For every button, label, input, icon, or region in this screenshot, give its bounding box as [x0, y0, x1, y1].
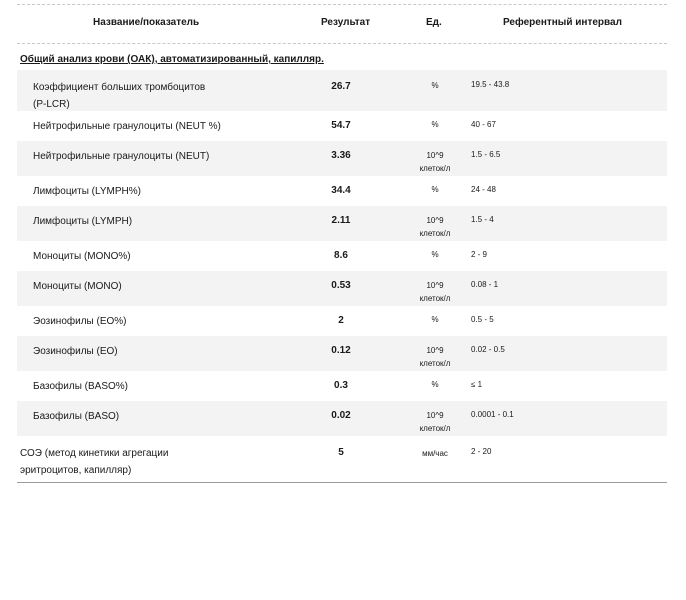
test-unit-line1: % — [431, 185, 439, 194]
test-reference: 40 - 67 — [471, 120, 496, 129]
test-unit-line1: 10^9 — [426, 216, 444, 225]
table-row — [17, 401, 667, 436]
table-row — [17, 336, 667, 371]
test-result: 34.4 — [331, 185, 351, 196]
test-name — [33, 248, 131, 265]
test-reference: 24 - 48 — [471, 185, 496, 194]
test-unit-line2: клеток/л — [419, 229, 451, 238]
test-name-line1: Лимфоциты (LYMPH) — [33, 216, 133, 227]
test-unit-line1: % — [431, 380, 439, 389]
test-reference: 2 - 9 — [471, 250, 488, 259]
test-name-line1: Моноциты (MONO%) — [33, 251, 131, 262]
test-reference: 0.02 - 0.5 — [471, 345, 505, 354]
test-name-line1: Базофилы (BASO) — [33, 411, 120, 422]
test-name-line1: Нейтрофильные гранулоциты (NEUT %) — [33, 121, 221, 132]
test-unit-line1: 10^9 — [426, 281, 444, 290]
test-unit-line2: клеток/л — [419, 424, 451, 433]
test-result: 0.02 — [331, 410, 351, 421]
table-row — [17, 141, 667, 176]
test-reference: 0.0001 - 0.1 — [471, 410, 514, 419]
test-name-line1: Эозинофилы (EO%) — [33, 316, 127, 327]
test-name — [33, 343, 118, 360]
test-unit — [415, 409, 455, 435]
test-name — [33, 148, 209, 165]
header-name: Название/показатель — [93, 17, 200, 28]
test-unit-line1: 10^9 — [426, 411, 444, 420]
test-unit-line1: 10^9 — [426, 346, 444, 355]
test-unit-line2: клеток/л — [419, 164, 451, 173]
test-result: 5 — [338, 447, 344, 458]
test-reference: 2 - 20 — [471, 447, 492, 456]
test-unit — [415, 149, 455, 175]
test-result: 54.7 — [331, 120, 351, 131]
header-unit: Ед. — [426, 17, 442, 28]
test-name — [33, 278, 122, 295]
test-unit-line1: % — [431, 81, 439, 90]
test-unit — [415, 447, 455, 460]
test-result: 2.11 — [331, 215, 351, 226]
test-unit-line1: % — [431, 250, 439, 259]
test-unit — [415, 378, 455, 391]
test-name — [33, 118, 221, 135]
test-name-line1: СОЭ (метод кинетики агрегации — [20, 448, 169, 459]
header-reference: Референтный интервал — [503, 17, 622, 28]
results-table — [17, 70, 667, 483]
test-unit — [415, 118, 455, 131]
test-name — [33, 213, 132, 230]
test-unit — [415, 344, 455, 370]
table-row — [17, 241, 667, 271]
test-name — [33, 408, 119, 425]
test-unit — [415, 79, 455, 92]
test-reference: 0.5 - 5 — [471, 315, 494, 324]
table-row — [17, 371, 667, 401]
lab-results-page — [17, 0, 667, 483]
table-row — [17, 271, 667, 306]
test-name-line1: Коэффициент больших тромбоцитов — [33, 82, 206, 93]
test-result: 26.7 — [331, 81, 351, 92]
test-unit-line2: клеток/л — [419, 359, 451, 368]
test-result: 3.36 — [331, 150, 351, 161]
test-reference: 19.5 - 43.8 — [471, 80, 510, 89]
test-unit — [415, 313, 455, 326]
test-result: 0.12 — [331, 345, 351, 356]
test-unit — [415, 183, 455, 196]
table-row — [17, 206, 667, 241]
table-row — [17, 176, 667, 206]
test-result: 0.53 — [331, 280, 351, 291]
test-name-line1: Эозинофилы (EO) — [33, 346, 118, 357]
test-name-line1: Нейтрофильные гранулоциты (NEUT) — [33, 151, 210, 162]
test-unit-line1: % — [431, 120, 439, 129]
test-name — [33, 79, 205, 113]
test-result: 0.3 — [334, 380, 348, 391]
test-unit-line1: мм/час — [422, 449, 448, 458]
test-name-line2: эритроцитов, капилляр) — [20, 465, 132, 476]
test-unit — [415, 279, 455, 305]
table-row — [17, 306, 667, 336]
test-name-line1: Лимфоциты (LYMPH%) — [33, 186, 141, 197]
test-result: 8.6 — [334, 250, 348, 261]
test-name — [33, 313, 127, 330]
section-title: Общий анализ крови (ОАК), автоматизированный, капилляр. — [20, 54, 324, 65]
test-unit-line1: 10^9 — [426, 151, 444, 160]
test-name-line2: (P-LCR) — [33, 99, 70, 110]
test-unit — [415, 248, 455, 261]
test-name — [33, 183, 141, 200]
test-result: 2 — [338, 315, 344, 326]
test-reference: 1.5 - 4 — [471, 215, 494, 224]
table-row — [17, 436, 667, 483]
table-header — [17, 4, 667, 44]
test-unit-line2: клеток/л — [419, 294, 451, 303]
test-unit-line1: % — [431, 315, 439, 324]
test-reference: ≤ 1 — [471, 380, 483, 389]
table-row — [17, 111, 667, 141]
test-unit — [415, 214, 455, 240]
test-reference: 1.5 - 6.5 — [471, 150, 501, 159]
test-name — [33, 378, 128, 395]
test-name — [20, 445, 168, 479]
test-name-line1: Моноциты (MONO) — [33, 281, 122, 292]
table-row — [17, 70, 667, 111]
test-reference: 0.08 - 1 — [471, 280, 499, 289]
header-result: Результат — [321, 17, 371, 28]
test-name-line1: Базофилы (BASO%) — [33, 381, 128, 392]
